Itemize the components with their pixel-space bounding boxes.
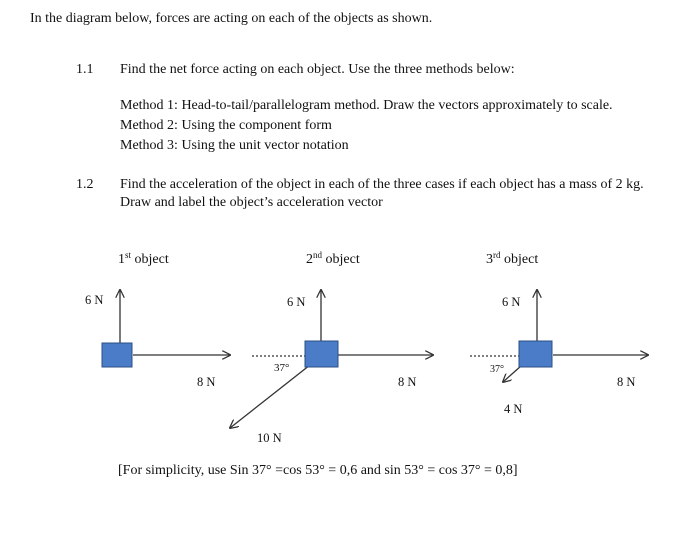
object-3-up-force-label: 6 N	[502, 295, 521, 309]
object-2-diagonal-force-arrow	[230, 365, 310, 428]
method-3-text: Method 3: Using the unit vector notation	[120, 138, 349, 153]
object-3-angle-label: 37°	[490, 364, 504, 375]
object-3-diagonal-force-label: 4 N	[504, 402, 523, 416]
question-1-1-text: Find the net force acting on each object. Use the three methods below:	[120, 62, 515, 77]
object-1-title: 1st object	[118, 250, 169, 267]
object-1-diagram	[102, 290, 230, 367]
method-1-text: Method 1: Head-to-tail/parallelogram method. Draw the vectors approximately to scale.	[120, 98, 613, 113]
object-1-right-force-label: 8 N	[197, 375, 216, 389]
simplification-note: [For simplicity, use Sin 37° =cos 53° = 0,6 and sin 53° = cos 37° = 0,8]	[118, 463, 518, 478]
question-1-2-number: 1.2	[76, 177, 94, 192]
method-2-text: Method 2: Using the component form	[120, 118, 332, 133]
object-3-right-force-label: 8 N	[617, 375, 636, 389]
object-1-up-force-label: 6 N	[85, 293, 104, 307]
object-3-box	[519, 341, 552, 367]
object-3-title: 3rd object	[486, 250, 539, 267]
object-2-up-force-label: 6 N	[287, 295, 306, 309]
object-2-title: 2nd object	[306, 250, 360, 267]
object-2-angle-label: 37°	[274, 362, 290, 374]
object-1-box	[102, 343, 132, 367]
object-2-box	[305, 341, 338, 367]
question-1-1-number: 1.1	[76, 62, 94, 77]
intro-text: In the diagram below, forces are acting on each of the objects as shown.	[30, 11, 433, 26]
object-1-diagonal-force-label: 10 N	[257, 431, 282, 445]
question-1-2-line1: Find the acceleration of the object in each of the three cases if each object has a mass of 2 kg.	[120, 177, 644, 192]
object-2-diagram	[230, 290, 433, 428]
object-2-right-force-label: 8 N	[398, 375, 417, 389]
object-3-diagonal-force-arrow	[503, 366, 521, 382]
question-1-2-line2: Draw and label the object’s acceleration vector	[120, 195, 383, 210]
